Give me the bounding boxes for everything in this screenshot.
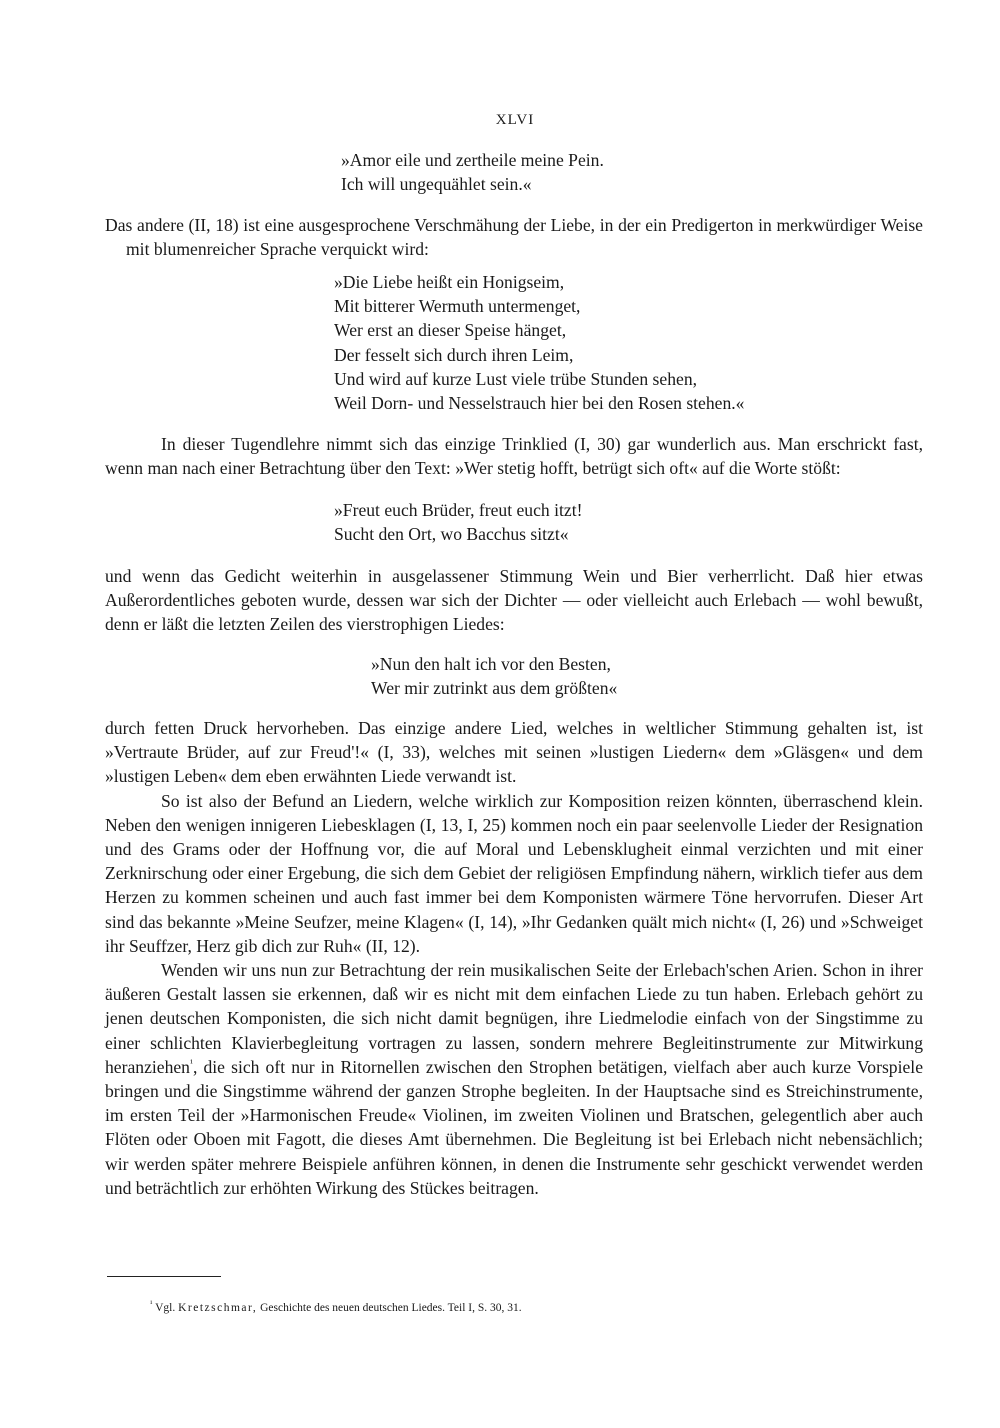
page-number: XLVI — [495, 112, 535, 128]
verse-line: »Freut euch Brüder, freut euch itzt! — [334, 500, 583, 520]
verse-line: Wer mir zutrinkt aus dem größten« — [371, 678, 618, 699]
footnote — [150, 1296, 522, 1316]
paragraph-musikalische-seite: Wenden wir uns nun zur Betrachtung der rein musikalischen Seite der Erlebach'schen Arien. Schon in ihrer äußeren Gestalt lassen sie erkennen, daß wir es nicht mit dem einfachen Liede zu tun haben. Erlebach gehört zu jenen deutschen Komponisten, die sich nicht damit begnügen, ihre Liedmelodie einfach von der Singstimme zu einer schlichten Klavierbegleitung vortragen zu lassen, sondern mehrere Begleitinstrumente zur Mitwirkung heranziehen$^{^1}$, die sich oft nur in Ritornellen zwischen den Strophen betätigen, vielfach aber auch kurze Vorspiele bringen und die Singstimme während der ganzen Strophe begleiten. In der Hauptsache sind es Streichinstrumente, im ersten Teil der »Harmonischen Freude« Violinen, im zweiten Violinen und Bratschen, gelegentlich aber auch Flöten oder Oboen mit Fagott, die dieses Amt übernehmen. Die Begleitung ist bei Erlebach nicht nebensächlich; wir werden später mehrere Beispiele anführen können, in denen die Instrumente sehr geschickt verwendet werden und beträchtlich zur erhöhten Wirkung des Stückes beitragen. — [105, 960, 923, 1198]
footnote-prefix: Vgl. — [155, 1301, 176, 1314]
verse-line: »Nun den halt ich vor den Besten, — [371, 654, 611, 674]
footnote-divider — [107, 1276, 221, 1277]
verse-line: »Amor eile und zertheile meine Pein. — [341, 150, 604, 170]
paragraph-fetter-druck: durch fetten Druck hervorheben. Das einzige andere Lied, welches in weltlicher Stimmung gehalten ist, ist »Vertraute Brüder, auf zur Freud'!« (I, 33), welches mit seinen »lustigen Liedern« dem »Gläsgen« und dem »lustigen Leben« dem eben erwähnten Liede verwandt ist. So ist also der Befund an Liedern, welche wirklich zur Komposition reizen könnten, überraschend klein. Neben den wenigen innigeren Liebesklagen (I, 13, I, 25) kommen noch ein paar seelenvolle Lieder der Resignation und des Grams oder der Hoffnung vor, die auf Moral und Lebensklugheit einmal verzichten und mit einer Zerknirschung oder einer Ergebung, die sich dem Gebiet der religiösen Empfindung nähern, wirklich tiefer aus dem Herzen zu kommen scheinen und auch fast immer bei dem Komponisten wärmere Töne hervorrufen. Dieser Art sind das bekannte »Meine Seufzer, meine Klagen« (I, 14), »Ihr Gedanken quält mich nicht« (I, 26) und »Schweiget ihr Seuffzer, Herz gib dich zur Ruh« (II, 12). Wenden wir uns nun zur Betrachtung der rein musikalischen Seite der Erlebach'schen Arien. Schon in ihrer äußeren Gestalt lassen sie erkennen, daß wir es nicht mit dem einfachen Liede zu tun haben. Erlebach gehört zu jenen deutschen Komponisten, die sich nicht damit begnügen, ihre Liedmelodie einfach von der Singstimme zu einer schlichten Klavierbegleitung vortragen zu lassen, sondern mehrere Begleitinstrumente zur Mitwirkung heranziehen$^{^1}$, die sich oft nur in Ritornellen zwischen den Strophen betätigen, vielfach aber auch kurze Vorspiele bringen und die Singstimme während der ganzen Strophe begleiten. In der Hauptsache sind es Streichinstrumente, im ersten Teil der »Harmonischen Freude« Violinen, im zweiten Violinen und Bratschen, gelegentlich aber auch Flöten oder Oboen mit Fagott, die dieses Amt übernehmen. Die Begleitung ist bei Erlebach nicht nebensächlich; wir werden später mehrere Beispiele anführen können, in denen die Instrumente sehr geschickt verwendet werden und beträchtlich zur erhöhten Wirkung des Stückes beitragen. — [105, 716, 923, 1200]
verse-quote-freut-euch — [334, 498, 582, 546]
paragraph-trinklied: In dieser Tugendlehre nimmt sich das einzige Trinklied (I, 30) gar wunderlich aus. Man erschrickt fast, wenn man nach einer Betrachtung über den Text: »Wer stetig hofft, betrügt sich oft« auf die Worte stößt: — [105, 434, 923, 479]
verse-line: Mit bitterer Wermuth untermenget, — [334, 296, 581, 317]
verse-line: Und wird auf kurze Lust viele trübe Stunden sehen, — [334, 368, 698, 389]
paragraph-gedicht: und wenn das Gedicht weiterhin in ausgelassener Stimmung Wein und Bier verherrlicht. Daß hier etwas Außerordentliches geboten wurde, dessen war sich der Dichter — oder vielleicht auch Erlebach — wohl bewußt, denn er läßt die letzten Zeilen des vierstrophigen Liedes: — [105, 566, 923, 635]
footnote-reference[interactable]: ¹ — [189, 1057, 193, 1069]
verse-line: »Die Liebe heißt ein Honigseim, — [334, 272, 565, 292]
footnote-author: Kretzschmar, — [178, 1301, 258, 1314]
verse-line: Sucht den Ort, wo Bacchus sitzt« — [334, 524, 569, 545]
footnote-mark: ¹ — [150, 1299, 153, 1308]
verse-line: Der fesselt sich durch ihren Leim, — [334, 344, 574, 365]
verse-quote-amor — [341, 148, 604, 196]
paragraph-verschmaehung: Das andere (II, 18) ist eine ausgesprochene Verschmähung der Liebe, in der ein Predigerton in merkwürdiger Weise mit blumenreicher Sprache verquickt wird: — [105, 215, 923, 260]
footnote-text: Geschichte des neuen deutschen Liedes. Teil I, S. 30, 31. — [260, 1301, 522, 1314]
paragraph-befund: So ist also der Befund an Liedern, welche wirklich zur Komposition reizen könnten, überraschend klein. Neben den wenigen innigeren Liebesklagen (I, 13, I, 25) kommen noch ein paar seelenvolle Lieder der Resignation und des Grams oder der Hoffnung vor, die auf Moral und Lebensklugheit einmal verzichten und mit einer Zerknirschung oder einer Ergebung, die sich dem Gebiet der religiösen Empfindung nähern, wirklich tiefer aus dem Herzen zu kommen scheinen und auch fast immer bei dem Komponisten wärmere Töne hervorrufen. Dieser Art sind das bekannte »Meine Seufzer, meine Klagen« (I, 14), »Ihr Gedanken quält mich nicht« (I, 26) und »Schweiget ihr Seuffzer, Herz gib dich zur Ruh« (II, 12). — [105, 790, 923, 956]
verse-line: Weil Dorn- und Nesselstrauch hier bei den Rosen stehen.« — [334, 393, 745, 414]
verse-quote-nun-den-halt — [371, 652, 617, 700]
verse-line: Ich will ungequählet sein.« — [341, 174, 532, 195]
verse-line: Wer erst an dieser Speise hänget, — [334, 320, 567, 341]
verse-quote-liebe — [334, 270, 744, 415]
